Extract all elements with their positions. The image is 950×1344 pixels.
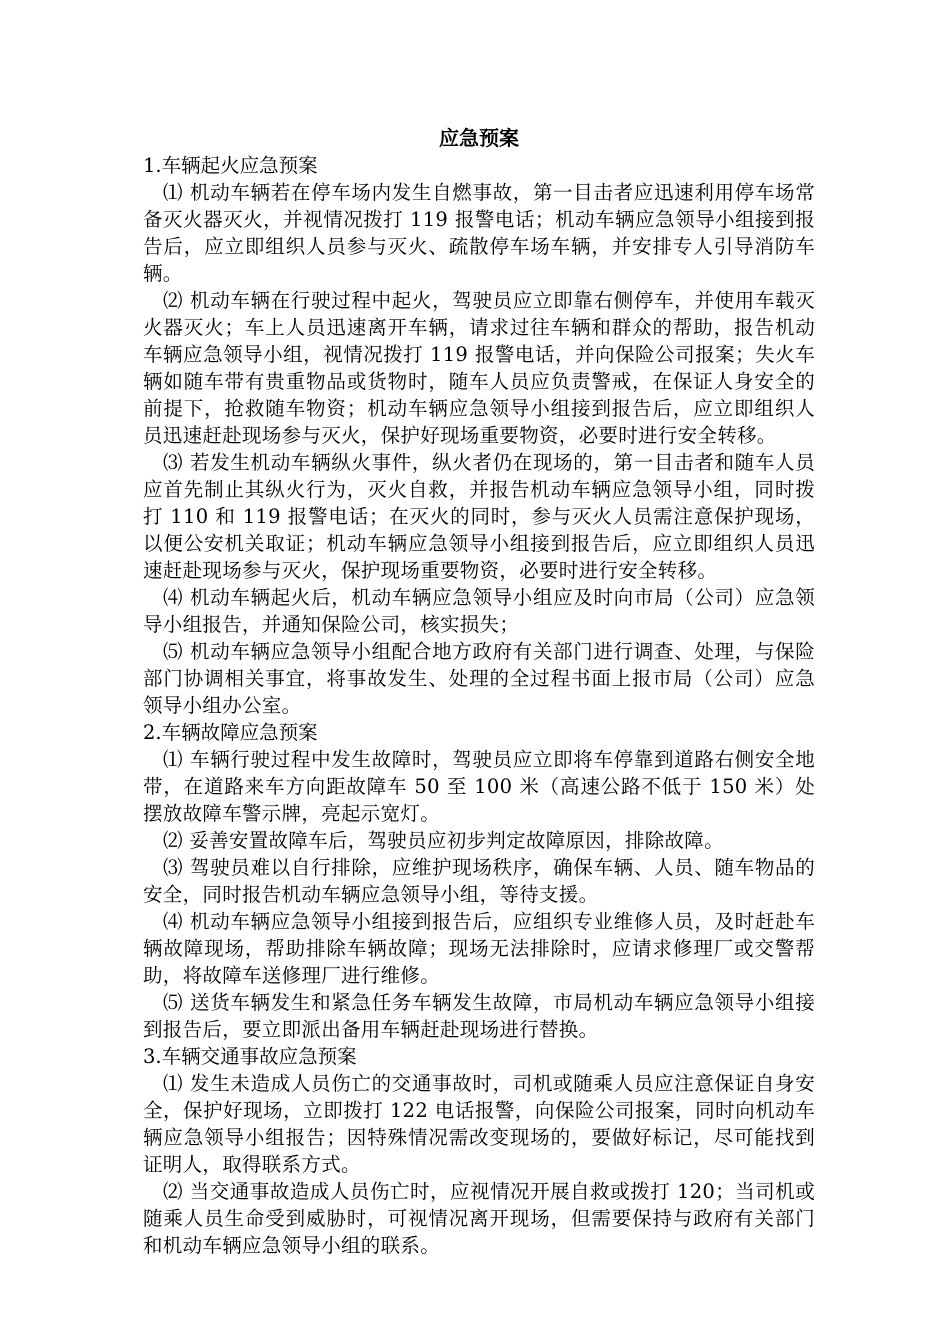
section-traffic-accident — [143, 1043, 815, 1259]
paragraph: ⑵ 妥善安置故障车后，驾驶员应初步判定故障原因，排除故障。 — [163, 829, 724, 852]
section-heading: 2.车辆故障应急预案 — [143, 721, 318, 744]
paragraph: ⑴ 发生未造成人员伤亡的交通事故时，司机或随乘人员应注意保证自身安全，保护好现场，立即拨打 122 电话报警，向保险公司报案，同时向机动车辆应急领导小组报告；因特殊情况需改变现场的，要做好标记，尽可能找到证明人，取得联系方式。 — [143, 1072, 815, 1176]
paragraph: ⑵ 当交通事故造成人员伤亡时，应视情况开展自救或拨打 120；当司机或随乘人员生命受到威胁时，可视情况离开现场，但需要保持与政府有关部门和机动车辆应急领导小组的联系。 — [143, 1180, 815, 1257]
paragraph: ⑷ 机动车辆起火后，机动车辆应急领导小组应及时向市局（公司）应急领导小组报告，并通知保险公司，核实损失； — [143, 586, 815, 636]
paragraph: ⑴ 车辆行驶过程中发生故障时，驾驶员应立即将车停靠到道路右侧安全地带，在道路来车方向距故障车 50 至 100 米（高速公路不低于 150 米）处摆放故障车警示牌，亮起示宽灯。 — [143, 748, 815, 825]
section-breakdown — [143, 719, 815, 1043]
paragraph: ⑴ 机动车辆若在停车场内发生自燃事故，第一目击者应迅速利用停车场常备灭火器灭火，并视情况拨打 119 报警电话；机动车辆应急领导小组接到报告后，应立即组织人员参与灭火、疏散停车场车辆，并安排专人引导消防车辆。 — [143, 181, 815, 285]
paragraph: ⑷ 机动车辆应急领导小组接到报告后，应组织专业维修人员，及时赶赴车辆故障现场，帮助排除车辆故障；现场无法排除时，应请求修理厂或交警帮助，将故障车送修理厂进行维修。 — [143, 910, 815, 987]
paragraph: ⑶ 若发生机动车辆纵火事件，纵火者仍在现场的，第一目击者和随车人员应首先制止其纵火行为，灭火自救，并报告机动车辆应急领导小组，同时拨打 110 和 119 报警电话；在灭火的同时，参与灭火人员需注意保护现场，以便公安机关取证；机动车辆应急领导小组接到报告后，应立即组织人员迅速赶赴现场参与灭火，保护现场重要物资，必要时进行安全转移。 — [143, 451, 815, 582]
paragraph: ⑸ 机动车辆应急领导小组配合地方政府有关部门进行调查、处理，与保险部门协调相关事宜，将事故发生、处理的全过程书面上报市局（公司）应急领导小组办公室。 — [143, 640, 815, 717]
paragraph: ⑶ 驾驶员难以自行排除，应维护现场秩序，确保车辆、人员、随车物品的安全，同时报告机动车辆应急领导小组，等待支援。 — [143, 856, 815, 906]
document-title: 应急预案 — [439, 126, 519, 150]
paragraph: ⑸ 送货车辆发生和紧急任务车辆发生故障，市局机动车辆应急领导小组接到报告后，要立即派出备用车辆赶赴现场进行替换。 — [143, 991, 815, 1041]
section-heading: 1.车辆起火应急预案 — [143, 154, 318, 177]
paragraph: ⑵ 机动车辆在行驶过程中起火，驾驶员应立即靠右侧停车，并使用车载灭火器灭火；车上人员迅速离开车辆，请求过往车辆和群众的帮助，报告机动车辆应急领导小组，视情况拨打 119 报警电话，并向保险公司报案；失火车辆如随车带有贵重物品或货物时，随车人员应负责警戒，在保证人身安全的前提下，抢救随车物资；机动车辆应急领导小组接到报告后，应立即组织人员迅速赶赴现场参与灭火，保护好现场重要物资，必要时进行安全转移。 — [143, 289, 815, 447]
document-page — [143, 125, 815, 1259]
section-heading: 3.车辆交通事故应急预案 — [143, 1045, 357, 1068]
section-fire — [143, 152, 815, 719]
